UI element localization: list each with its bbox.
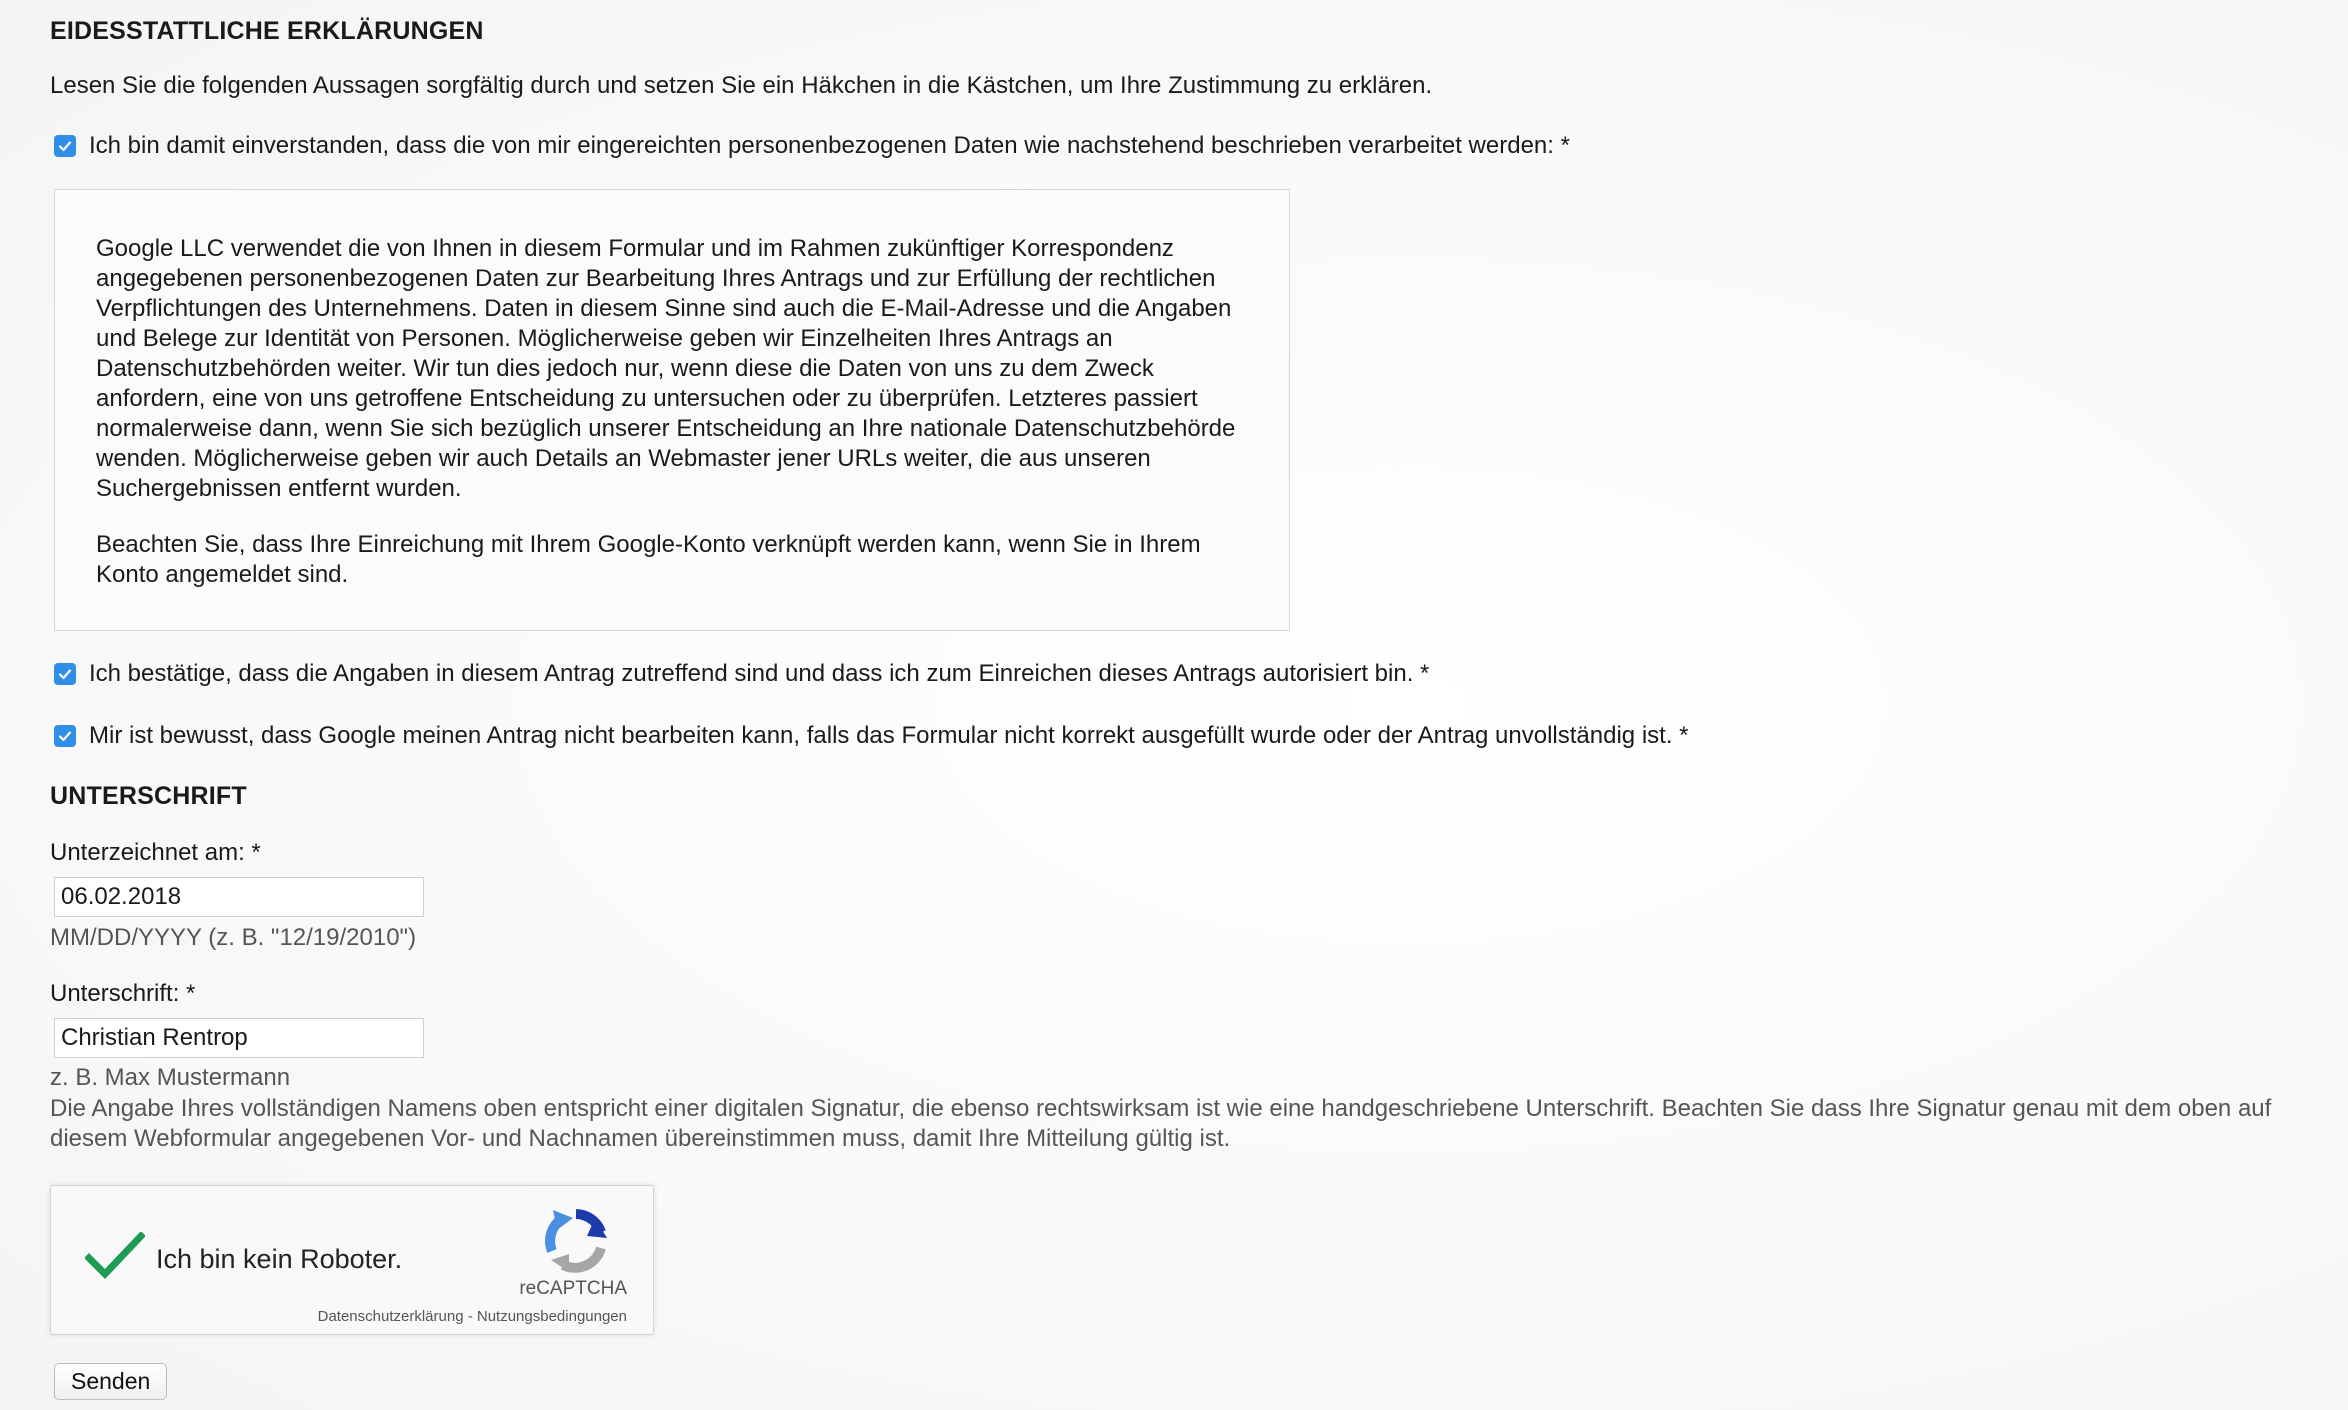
privacy-policy-box xyxy=(54,189,1290,631)
signature-label: Unterschrift: * xyxy=(50,980,196,1007)
date-hint: MM/DD/YYYY (z. B. "12/19/2010") xyxy=(50,924,417,951)
signature-title: UNTERSCHRIFT xyxy=(50,782,247,810)
confirm-checkbox[interactable] xyxy=(54,663,76,685)
checkmark-icon xyxy=(57,666,73,682)
aware-label: Mir ist bewusst, dass Google meinen Antrag nicht bearbeiten kann, falls das Formular nicht korrekt ausgefüllt wurde oder der Antrag unvollständig ist. * xyxy=(89,722,1689,749)
declarations-title: EIDESSTATTLICHE ERKLÄRUNGEN xyxy=(50,17,484,45)
submit-button[interactable]: Senden xyxy=(54,1363,167,1400)
date-label: Unterzeichnet am: * xyxy=(50,839,261,866)
confirm-label: Ich bestätige, dass die Angaben in diesem Antrag zutreffend sind und dass ich zum Einreichen dieses Antrags autorisiert bin. * xyxy=(89,660,1430,687)
signature-input[interactable] xyxy=(54,1018,424,1058)
checkmark-icon xyxy=(57,138,73,154)
checkmark-icon xyxy=(57,728,73,744)
signature-hint: z. B. Max Mustermann xyxy=(50,1064,291,1091)
recaptcha-links[interactable]: Datenschutzerklärung - Nutzungsbedingungen xyxy=(317,1308,627,1325)
recaptcha-logo-icon xyxy=(543,1208,609,1279)
recaptcha-checkbox[interactable] xyxy=(85,1232,145,1285)
signature-note: Die Angabe Ihres vollständigen Namens oben entspricht einer digitalen Signatur, die ebenso rechtswirksam ist wie eine handgeschriebene Unterschrift. Beachten Sie dass Ihre Signatur genau mit dem oben auf diesem Webformular angegebenen Vor- und Nachnamen übereinstimmen muss, damit Ihre Mitteilung gültig ist. xyxy=(50,1095,2272,1152)
consent-checkbox-row[interactable] xyxy=(54,132,1570,160)
date-input[interactable] xyxy=(54,877,424,917)
declarations-intro: Lesen Sie die folgenden Aussagen sorgfältig durch und setzen Sie ein Häkchen in die Kästchen, um Ihre Zustimmung zu erklären. xyxy=(50,72,1433,99)
policy-paragraph-2: Beachten Sie, dass Ihre Einreichung mit Ihrem Google-Konto verknüpft werden kann, wenn Sie in Ihrem Konto angemeldet sind. xyxy=(96,531,1201,588)
consent-label: Ich bin damit einverstanden, dass die von mir eingereichten personenbezogenen Daten wie nachstehend beschrieben verarbeitet werden: * xyxy=(89,132,1570,159)
recaptcha-label: Ich bin kein Roboter. xyxy=(156,1244,403,1274)
check-icon xyxy=(85,1232,145,1280)
consent-checkbox[interactable] xyxy=(54,135,76,157)
policy-paragraph-1: Google LLC verwendet die von Ihnen in diesem Formular und im Rahmen zukünftiger Korrespondenz angegebenen personenbezogenen Daten zur Bearbeitung Ihres Antrags und zur Erfüllung der rechtlichen Verpflichtungen des Unternehmens. Daten in diesem Sinne sind auch die E-Mail-Adresse und die Angaben und Belege zur Identität von Personen. Möglicherweise geben wir Einzelheiten Ihres Antrags an Datenschutzbehörden weiter. Wir tun dies jedoch nur, wenn diese die Daten von uns zu dem Zweck anfordern, eine von uns getroffene Entscheidung zu untersuchen oder zu überprüfen. Letzteres passiert normalerweise dann, wenn Sie sich bezüglich unserer Entscheidung an Ihre nationale Datenschutzbehörde wenden. Möglicherweise geben wir auch Details an Webmaster jener URLs weiter, die aus unseren Suchergebnissen entfernt wurden. xyxy=(96,235,1236,502)
recaptcha-widget xyxy=(50,1185,654,1335)
aware-checkbox[interactable] xyxy=(54,725,76,747)
recaptcha-brand: reCAPTCHA xyxy=(519,1278,627,1299)
aware-checkbox-row[interactable] xyxy=(54,722,1689,750)
confirm-checkbox-row[interactable] xyxy=(54,660,1429,688)
